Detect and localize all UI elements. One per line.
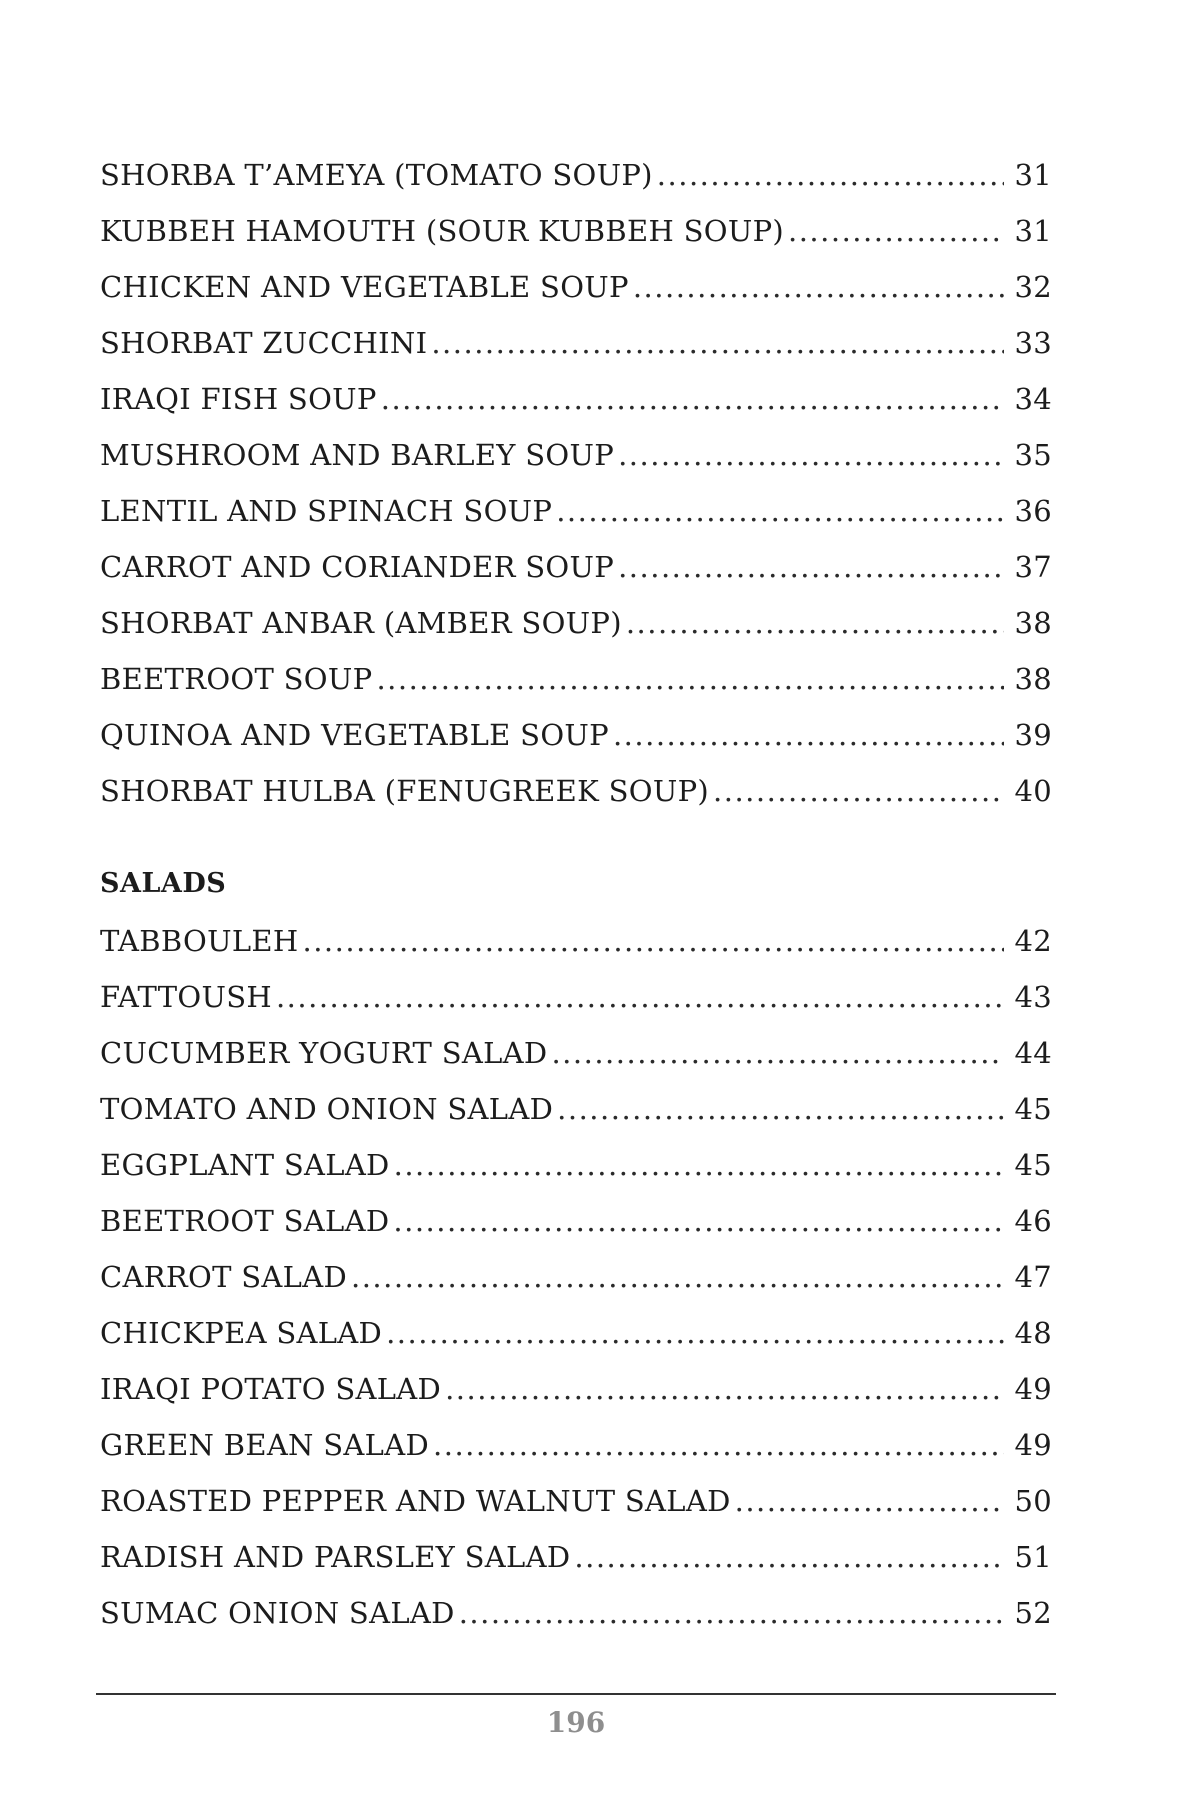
- dot-leader: [276, 980, 1004, 1014]
- toc-entry-title: CARROT AND CORIANDER SOUP: [100, 550, 615, 584]
- toc-entry-page: 44: [1014, 1036, 1052, 1070]
- toc-entry-title: KUBBEH HAMOUTH (SOUR KUBBEH SOUP): [100, 214, 784, 248]
- toc-entry[interactable]: [100, 1428, 1052, 1484]
- toc-entry-page: 40: [1014, 774, 1052, 808]
- toc-entry-page: 49: [1014, 1428, 1052, 1462]
- toc-entry-page: 33: [1014, 326, 1052, 360]
- toc-entry[interactable]: [100, 158, 1052, 214]
- toc-entry-title: CUCUMBER YOGURT SALAD: [100, 1036, 548, 1070]
- toc-entry[interactable]: [100, 662, 1052, 718]
- toc-entry-title: GREEN BEAN SALAD: [100, 1428, 430, 1462]
- toc-entry-title: SHORBAT HULBA (FENUGREEK SOUP): [100, 774, 710, 808]
- toc-entry-page: 45: [1014, 1092, 1052, 1126]
- dot-leader: [393, 1204, 1004, 1238]
- salads-list: [100, 924, 1052, 1652]
- toc-entry-page: 31: [1014, 158, 1052, 192]
- toc-entry-title: ROASTED PEPPER AND WALNUT SALAD: [100, 1484, 731, 1518]
- dot-leader: [618, 438, 1004, 472]
- toc-entry-title: RADISH AND PARSLEY SALAD: [100, 1540, 571, 1574]
- toc-entry[interactable]: [100, 214, 1052, 270]
- soups-list: [100, 158, 1052, 830]
- toc-entry[interactable]: [100, 1596, 1052, 1652]
- toc-entry-title: QUINOA AND VEGETABLE SOUP: [100, 718, 609, 752]
- dot-leader: [713, 774, 1004, 808]
- dot-leader: [381, 382, 1004, 416]
- toc-entry[interactable]: [100, 1484, 1052, 1540]
- footer-divider: [96, 1693, 1056, 1695]
- toc-entry[interactable]: [100, 1540, 1052, 1596]
- toc-entry-page: 51: [1014, 1540, 1052, 1574]
- toc-entry-title: CHICKEN AND VEGETABLE SOUP: [100, 270, 629, 304]
- toc-entry-page: 31: [1014, 214, 1052, 248]
- table-of-contents: [100, 158, 1052, 1652]
- toc-entry-title: SHORBAT ZUCCHINI: [100, 326, 428, 360]
- toc-entry-page: 52: [1014, 1596, 1052, 1630]
- toc-entry-title: CARROT SALAD: [100, 1260, 347, 1294]
- page-number: 196: [546, 1706, 606, 1739]
- dot-leader: [613, 718, 1004, 752]
- toc-entry[interactable]: [100, 924, 1052, 980]
- toc-entry[interactable]: [100, 980, 1052, 1036]
- toc-entry[interactable]: [100, 438, 1052, 494]
- dot-leader: [657, 158, 1004, 192]
- dot-leader: [788, 214, 1004, 248]
- toc-entry-page: 37: [1014, 550, 1052, 584]
- section-heading-salads: SALADS: [100, 868, 227, 899]
- dot-leader: [431, 326, 1004, 360]
- toc-entry[interactable]: [100, 1148, 1052, 1204]
- toc-entry-title: SHORBAT ANBAR (AMBER SOUP): [100, 606, 622, 640]
- toc-entry-title: CHICKPEA SALAD: [100, 1316, 383, 1350]
- dot-leader: [394, 1148, 1004, 1182]
- dot-leader: [735, 1484, 1004, 1518]
- toc-entry[interactable]: [100, 1260, 1052, 1316]
- toc-entry-title: MUSHROOM AND BARLEY SOUP: [100, 438, 615, 472]
- toc-entry-title: BEETROOT SOUP: [100, 662, 373, 696]
- toc-entry[interactable]: [100, 774, 1052, 830]
- toc-entry-page: 48: [1014, 1316, 1052, 1350]
- dot-leader: [574, 1540, 1004, 1574]
- toc-entry[interactable]: [100, 1316, 1052, 1372]
- toc-entry-page: 34: [1014, 382, 1052, 416]
- toc-entry-page: 32: [1014, 270, 1052, 304]
- toc-entry-title: FATTOUSH: [100, 980, 272, 1014]
- toc-entry[interactable]: [100, 1204, 1052, 1260]
- dot-leader: [626, 606, 1004, 640]
- toc-entry-title: BEETROOT SALAD: [100, 1204, 390, 1238]
- toc-entry-page: 42: [1014, 924, 1052, 958]
- toc-entry[interactable]: [100, 382, 1052, 438]
- toc-entry[interactable]: [100, 1092, 1052, 1148]
- toc-entry-page: 36: [1014, 494, 1052, 528]
- toc-entry-page: 46: [1014, 1204, 1052, 1238]
- toc-entry[interactable]: [100, 1036, 1052, 1092]
- toc-entry[interactable]: [100, 494, 1052, 550]
- toc-entry[interactable]: [100, 550, 1052, 606]
- toc-entry[interactable]: [100, 606, 1052, 662]
- toc-entry-page: 35: [1014, 438, 1052, 472]
- dot-leader: [618, 550, 1004, 584]
- toc-entry[interactable]: [100, 270, 1052, 326]
- toc-entry-page: 47: [1014, 1260, 1052, 1294]
- toc-entry-page: 50: [1014, 1484, 1052, 1518]
- toc-entry-page: 38: [1014, 662, 1052, 696]
- dot-leader: [303, 924, 1005, 958]
- dot-leader: [376, 662, 1004, 696]
- toc-entry-title: SUMAC ONION SALAD: [100, 1596, 455, 1630]
- dot-leader: [557, 1092, 1004, 1126]
- toc-entry-page: 38: [1014, 606, 1052, 640]
- toc-entry-title: LENTIL AND SPINACH SOUP: [100, 494, 553, 528]
- dot-leader: [633, 270, 1004, 304]
- toc-entry-page: 43: [1014, 980, 1052, 1014]
- toc-entry-title: TABBOULEH: [100, 924, 299, 958]
- toc-entry-title: IRAQI FISH SOUP: [100, 382, 377, 416]
- toc-entry[interactable]: [100, 718, 1052, 774]
- toc-entry-page: 45: [1014, 1148, 1052, 1182]
- dot-leader: [445, 1372, 1004, 1406]
- toc-entry-title: IRAQI POTATO SALAD: [100, 1372, 442, 1406]
- toc-entry-title: TOMATO AND ONION SALAD: [100, 1092, 554, 1126]
- dot-leader: [351, 1260, 1004, 1294]
- toc-entry-page: 49: [1014, 1372, 1052, 1406]
- dot-leader: [459, 1596, 1004, 1630]
- dot-leader: [433, 1428, 1004, 1462]
- dot-leader: [556, 494, 1004, 528]
- dot-leader: [551, 1036, 1004, 1070]
- toc-entry[interactable]: [100, 326, 1052, 382]
- dot-leader: [386, 1316, 1004, 1350]
- section-spacer: [100, 830, 1052, 868]
- toc-entry-title: EGGPLANT SALAD: [100, 1148, 390, 1182]
- toc-entry-page: 39: [1014, 718, 1052, 752]
- toc-entry-title: SHORBA T’AMEYA (TOMATO SOUP): [100, 158, 653, 192]
- toc-entry[interactable]: [100, 1372, 1052, 1428]
